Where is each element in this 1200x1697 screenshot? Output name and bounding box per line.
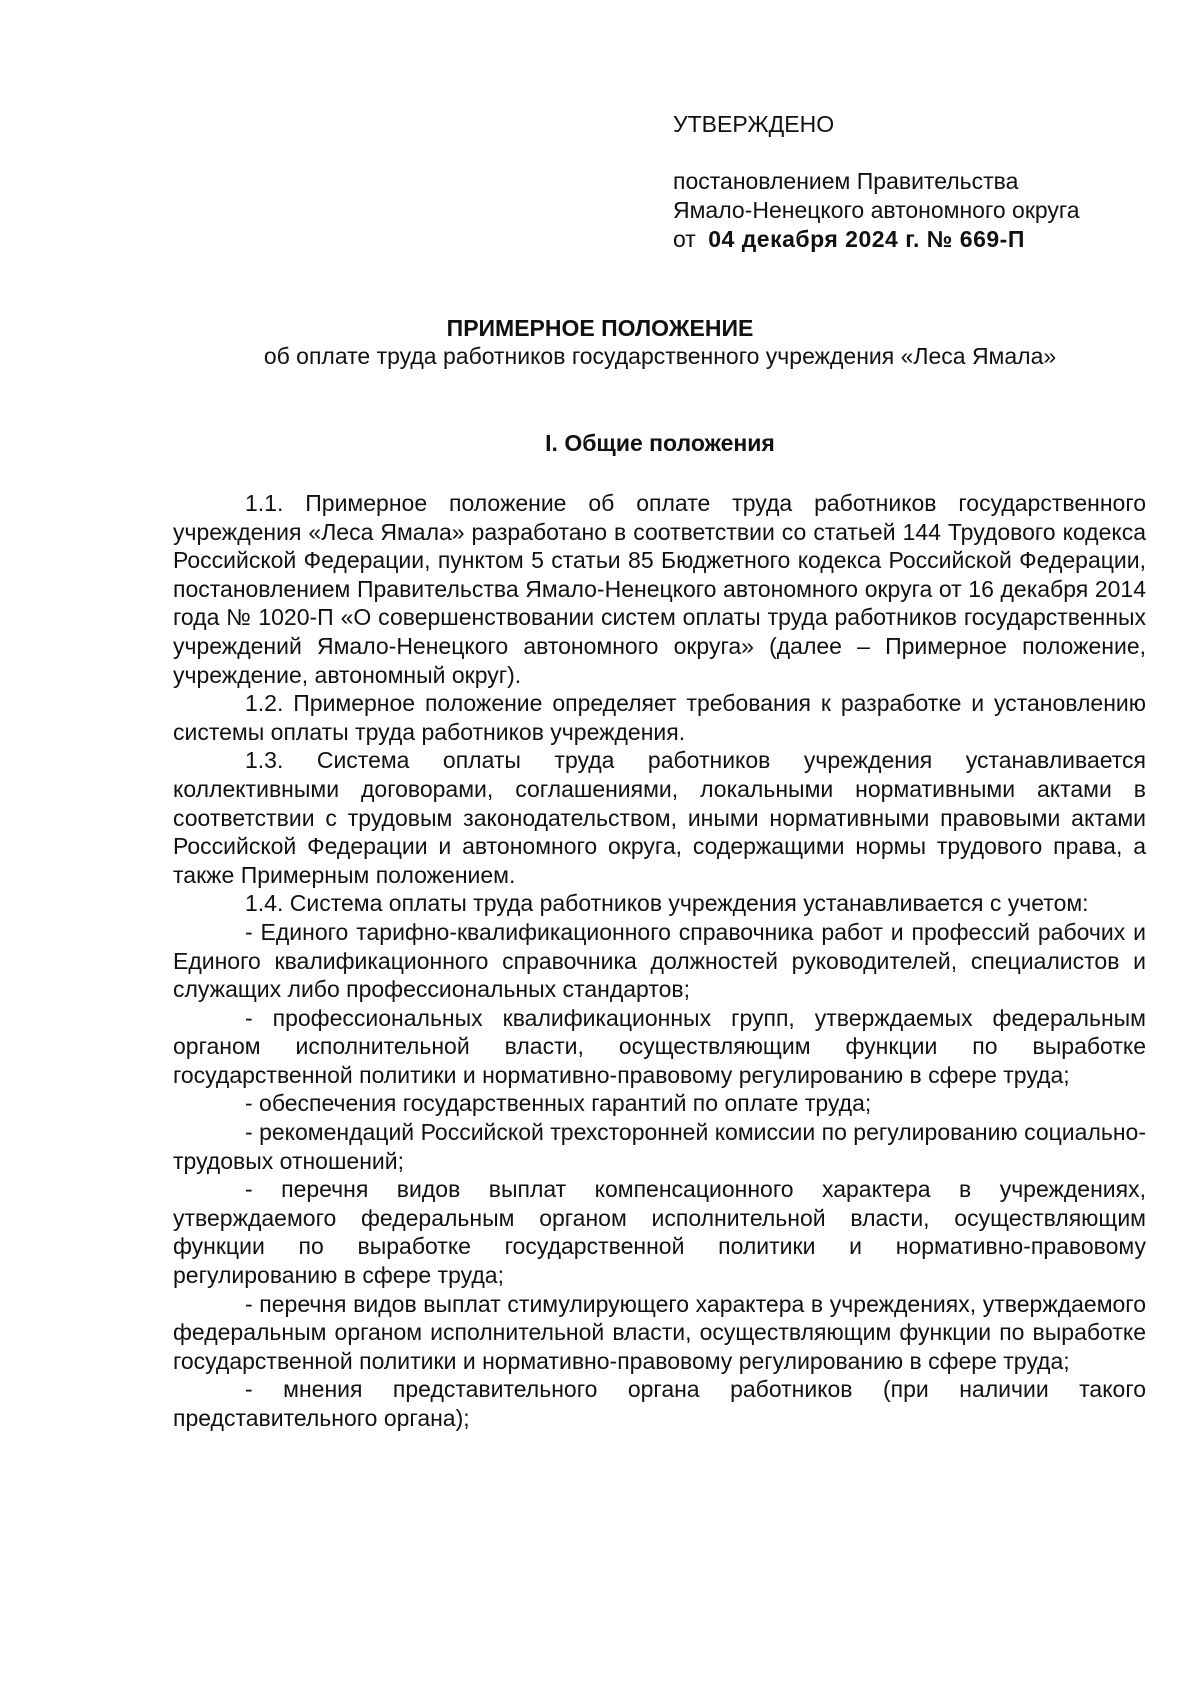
document-body bbox=[173, 489, 1146, 1433]
date-prefix: от bbox=[673, 226, 696, 252]
document-subtitle: об оплате труда работников государственного учреждения «Леса Ямала» bbox=[263, 343, 1057, 369]
section-title: I. Общие положения bbox=[545, 430, 775, 456]
list-item: - Единого тарифно-квалификационного справочника работ и профессий рабочих и Единого квалификационного справочника должностей руководителей, специалистов и служащих либо профессиональных стандартов; bbox=[173, 918, 1146, 1003]
approval-line-2: Ямало-Ненецкого автономного округа bbox=[673, 197, 1080, 223]
list-item: - профессиональных квалификационных групп, утверждаемых федеральным органом исполнительной власти, осуществляющим функции по выработке государственной политики и нормативно-правовому регулированию в сфере труда; bbox=[173, 1004, 1146, 1088]
approved-label: УТВЕРЖДЕНО bbox=[673, 111, 835, 137]
paragraph-1-2: 1.2. Примерное положение определяет требования к разработке и установлению системы оплаты труда работников учреждения. bbox=[173, 690, 1146, 745]
list-item: - обеспечения государственных гарантий по оплате труда; bbox=[245, 1090, 872, 1117]
approval-line-1: постановлением Правительства bbox=[673, 168, 1019, 194]
paragraph-1-1: 1.1. Примерное положение об оплате труда работников государственного учреждения «Леса Ямала» разработано в соответствии со статьей 144 Трудового кодекса Российской Федерации, пунктом 5 статьи 85 Бюджетного кодекса Российской Федерации, постановлением Правительства Ямало-Ненецкого автономного округа от 16 декабря 2014 года № 1020-П «О совершенствовании систем оплаты труда работников государственных учреждений Ямало-Ненецкого автономного округа» (далее – Примерное положение, учреждение, автономный округ). bbox=[173, 490, 1146, 688]
list-item: - мнения представительного органа работников (при наличии такого представительного органа); bbox=[173, 1376, 1146, 1431]
approval-date-line bbox=[673, 225, 1080, 254]
approval-block bbox=[673, 110, 1080, 254]
paragraph-1-3: 1.3. Система оплаты труда работников учреждения устанавливается коллективными договорами, соглашениями, локальными нормативными актами в соответствии с трудовым законодательством, иными нормативными правовыми актами Российской Федерации и автономного округа, содержащими нормы трудового права, а также Примерным положением. bbox=[173, 747, 1146, 888]
document-title: ПРИМЕРНОЕ ПОЛОЖЕНИЕ bbox=[446, 315, 754, 341]
list-item: - рекомендаций Российской трехсторонней комиссии по регулированию социально-трудовых отношений; bbox=[173, 1119, 1146, 1174]
paragraph-1-4: 1.4. Система оплаты труда работников учреждения устанавливается с учетом: bbox=[245, 890, 1089, 917]
list-item: - перечня видов выплат компенсационного характера в учреждениях, утверждаемого федеральным органом исполнительной власти, осуществляющим функции по выработке государственной политики и нормативно-правовому регулированию в сфере труда; bbox=[173, 1176, 1146, 1289]
approval-date-value: 04 декабря 2024 г. № 669-П bbox=[708, 226, 1025, 252]
list-item: - перечня видов выплат стимулирующего характера в учреждениях, утверждаемого федеральным органом исполнительной власти, осуществляющим функции по выработке государственной политики и нормативно-правовому регулированию в сфере труда; bbox=[173, 1290, 1146, 1374]
